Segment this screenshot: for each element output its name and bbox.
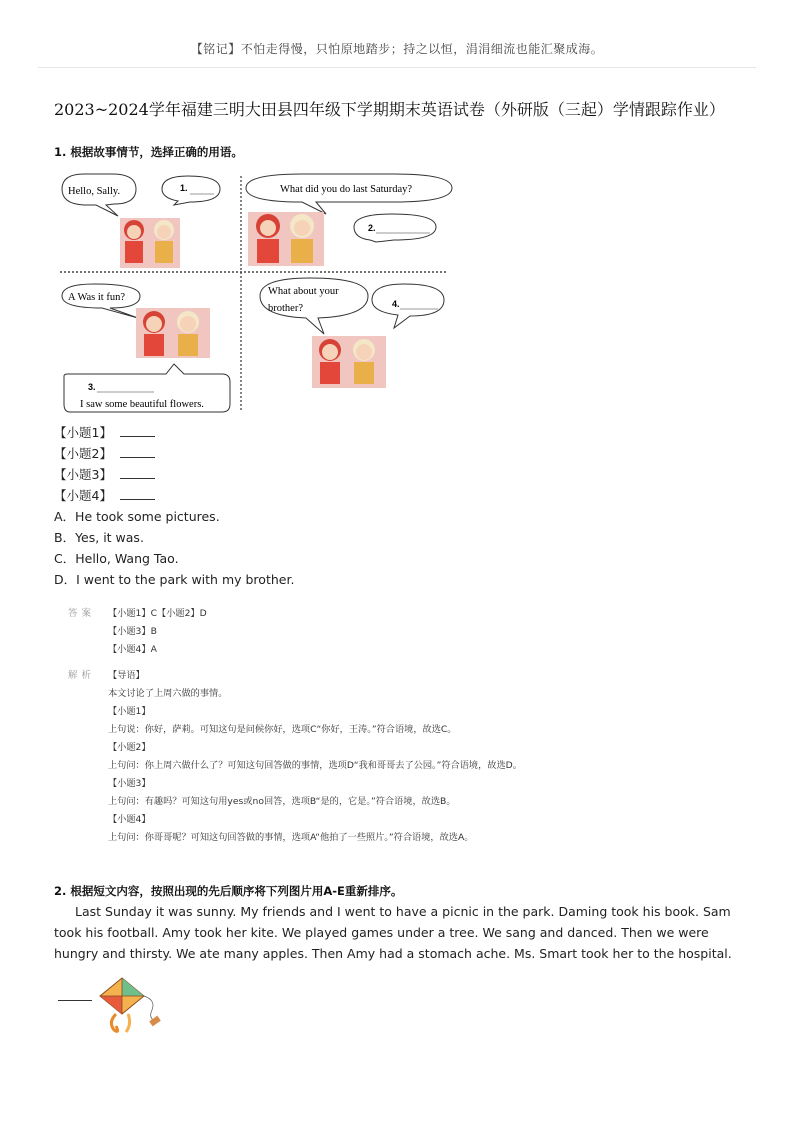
analysis-line: 上句问：有趣吗？可知这句用yes或no回答，选项B“是的，它是。”符合语境，故选B。 <box>108 796 456 807</box>
bubble-text-flowers: I saw some beautiful flowers. <box>80 399 204 410</box>
analysis-label: 解析 <box>68 670 96 681</box>
children-illustration-3 <box>136 308 210 358</box>
analysis-line: 【小题1】 <box>108 706 151 717</box>
question-2-passage: Last Sunday it was sunny. My friends and I went to have a picnic in the park. Daming took his book. Sam took his football. Amy took her kite. We played games under a tree. We sang and danced. Then we were hungry and thirsty. We ate many apples. Then Amy had a stomach ache. Ms. Smart took her to the hospital. <box>54 904 732 961</box>
page-motto: 【铭记】不怕走得慢，只怕原地踏步；持之以恒，涓涓细流也能汇聚成海。 <box>190 42 604 56</box>
answer-line: 【小题4】A <box>108 644 157 655</box>
analysis-line: 【小题2】 <box>108 742 151 753</box>
picture-blank-line <box>58 1000 92 1001</box>
answer-blank <box>120 447 155 458</box>
bubble-text-was-it-fun: A Was it fun? <box>68 292 125 303</box>
subquestion-3: 【小题3】 <box>54 465 155 483</box>
answer-blank <box>120 426 155 437</box>
analysis-line: 上句问：你上周六做什么了？可知这句回答做的事情，选项D“我和哥哥去了公园。”符合语境，故选D。 <box>108 760 522 771</box>
blank-bubble-2 <box>354 214 436 242</box>
analysis-line: 【导语】 <box>108 670 145 681</box>
header-divider <box>38 67 756 68</box>
option-a: A．He took some pictures. <box>54 509 220 524</box>
blank-number-4: 4. <box>392 299 400 309</box>
option-d: D．I went to the park with my brother. <box>54 572 295 587</box>
question-2-heading: 2. 根据短文内容，按照出现的先后顺序将下列图片用A-E重新排序。 <box>54 884 403 898</box>
analysis-line: 本文讨论了上周六做的事情。 <box>108 688 228 699</box>
answer-blank <box>120 489 155 500</box>
page-title: 2023~2024学年福建三明大田县四年级下学期期末英语试卷（外研版（三起）学情跟踪作业） <box>54 100 725 119</box>
children-illustration-4 <box>312 336 386 388</box>
answer-label: 答案 <box>68 608 96 619</box>
blank-bubble-1 <box>162 176 220 205</box>
analysis-line: 【小题4】 <box>108 814 151 825</box>
subquestion-1: 【小题1】 <box>54 423 155 441</box>
answer-blank <box>120 468 155 479</box>
comic-strip <box>54 168 464 418</box>
answer-line: 【小题3】B <box>108 626 157 637</box>
children-illustration-1 <box>120 218 180 268</box>
bubble-text-hello-sally: Hello, Sally. <box>68 186 121 197</box>
children-illustration-2 <box>248 212 324 266</box>
blank-number-3: 3. <box>88 382 96 392</box>
bubble-text-brother: brother? <box>268 303 303 314</box>
option-b: B．Yes, it was. <box>54 530 144 545</box>
answer-line: 【小题1】C【小题2】D <box>108 608 207 619</box>
analysis-line: 上句问：你哥哥呢？可知这句回答做的事情，选项A“他拍了一些照片。”符合语境，故选A。 <box>108 832 474 843</box>
subquestion-2: 【小题2】 <box>54 444 155 462</box>
blank-number-2: 2. <box>368 223 376 233</box>
kite-picture <box>96 974 172 1036</box>
analysis-line: 【小题3】 <box>108 778 151 789</box>
question-1-heading: 1. 根据故事情节，选择正确的用语。 <box>54 145 243 159</box>
option-c: C．Hello, Wang Tao. <box>54 551 179 566</box>
bubble-text-last-saturday: What did you do last Saturday? <box>280 184 413 195</box>
subquestion-4: 【小题4】 <box>54 486 155 504</box>
blank-bubble-4 <box>372 284 444 328</box>
bubble-text-what-about: What about your <box>268 286 339 297</box>
blank-number-1: 1. <box>180 183 188 193</box>
analysis-line: 上句说：你好，萨莉。可知这句是问候你好，选项C“你好，王涛。”符合语境，故选C。 <box>108 724 457 735</box>
